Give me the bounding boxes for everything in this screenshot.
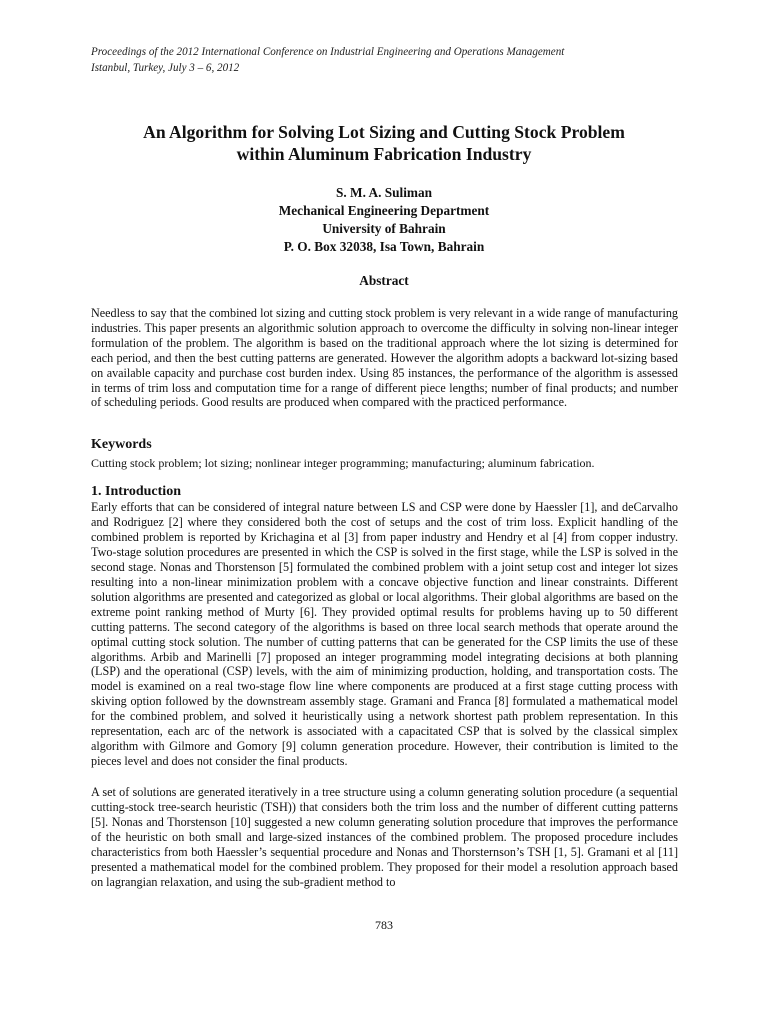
paper-title-line-2: within Aluminum Fabrication Industry [236,144,532,164]
author-department: Mechanical Engineering Department [278,203,490,218]
introduction-paragraph-2: A set of solutions are generated iteratively in a tree structure using a column generating solution procedure (a sequential cutting-stock tree-search heuristic (TSH)) that considers both the trim loss and the number of different cutting patterns [5]. Nonas and Thorstenson [10] suggested a new column generating solution procedure that improves the performance of the heuristic on both small and large-sized instances of the combined problem. The proposed procedure includes characteristics from both Haessler’s sequential procedure and Nonas and Thorsternson’s TSH [1, 5]. Gramani et al [11] presented a mathematical model for the combined problem. They proposed for their model a resolution approach based on lagrangian relaxation, and using the sub-gradient method to [91,785,678,889]
keywords-text: Cutting stock problem; lot sizing; nonlinear integer programming; manufacturing; aluminum fabrication. [91,456,595,470]
introduction-paragraph-1: Early efforts that can be considered of integral nature between LS and CSP were done by Haessler [1], and deCarvalho and Rodriguez [2] where they considered both the cost of setups and the cost of trim loss. Explicit handling of the combined problem is reported by Krichagina et al [3] from paper industry and Hendry et al [4] from copper industry. Two-stage solution procedures are presented in which the CSP is solved in the first stage, while the LSP is solved in the second stage. Nonas and Thorstenson [5] formulated the combined problem with a joint setup cost and integer lot sizes resulting into a non-linear minimization problem with a concave objective function and linear constraints. Different solution algorithms are presented and categorized as global or local algorithms. Their global algorithms are based on the extreme point ranking method of Murty [6]. They provided optimal results for problems having up to 50 different cutting patterns. The second category of the algorithms is based on three local search methods that operate around the optimal cutting stock solution. The number of cutting patterns that can be generated for the CSP limits the use of these algorithms. Arbib and Marinelli [7] proposed an integer programming model integrating decisions at both planning (LSP) and the operational (CSP) levels, with the aim of minimizing production, holding, and transportation costs. The model is examined on a real two-stage flow line where components are produced at a first stage cutting process with skiving option followed by the downstream assembly stage. Gramani and Franca [8] formulated a mathematical model for the combined problem, and solved it heuristically using a network shortest path problem representation. In this representation, each arc of the network is associated with a capacitated CSP that is solved by the classical simplex algorithm with Gilmore and Gomory [9] column generation procedure. However, their contribution is limited to the pieces level and does not consider the final products. [91,500,678,769]
author-block [70,184,698,256]
keywords-heading: Keywords [91,437,152,452]
proceedings-title: Proceedings of the 2012 International Conference on Industrial Engineering and Operations Management [91,46,565,58]
paper-title-line-1: An Algorithm for Solving Lot Sizing and Cutting Stock Problem [143,122,625,142]
paper-title [70,121,698,165]
proceedings-header [91,44,691,76]
author-university: University of Bahrain [322,221,446,236]
abstract-heading: Abstract [359,273,409,288]
author-address: P. O. Box 32038, Isa Town, Bahrain [283,239,485,254]
proceedings-location-date: Istanbul, Turkey, July 3 – 6, 2012 [91,62,240,74]
abstract-text: Needless to say that the combined lot sizing and cutting stock problem is very relevant in a wide range of manufacturing industries. This paper presents an algorithmic solution approach to overcome the difficulty in solving non-linear integer formulation of the problem. The algorithm is based on the traditional approach where the lot sizing is determined for each period, and then the best cutting patterns are generated. However the algorithm adopts a backward lot-sizing based on available capacity and purchase cost burden index. Using 85 instances, the performance of the algorithm is assessed in terms of trim loss and computation time for a range of different piece lengths; number of final products; and number of scheduling periods. Good results are produced when compared with the practiced performance. [91,306,678,410]
author-name: S. M. A. Suliman [335,185,433,200]
introduction-heading: 1. Introduction [91,484,181,499]
page-number: 783 [375,918,393,932]
